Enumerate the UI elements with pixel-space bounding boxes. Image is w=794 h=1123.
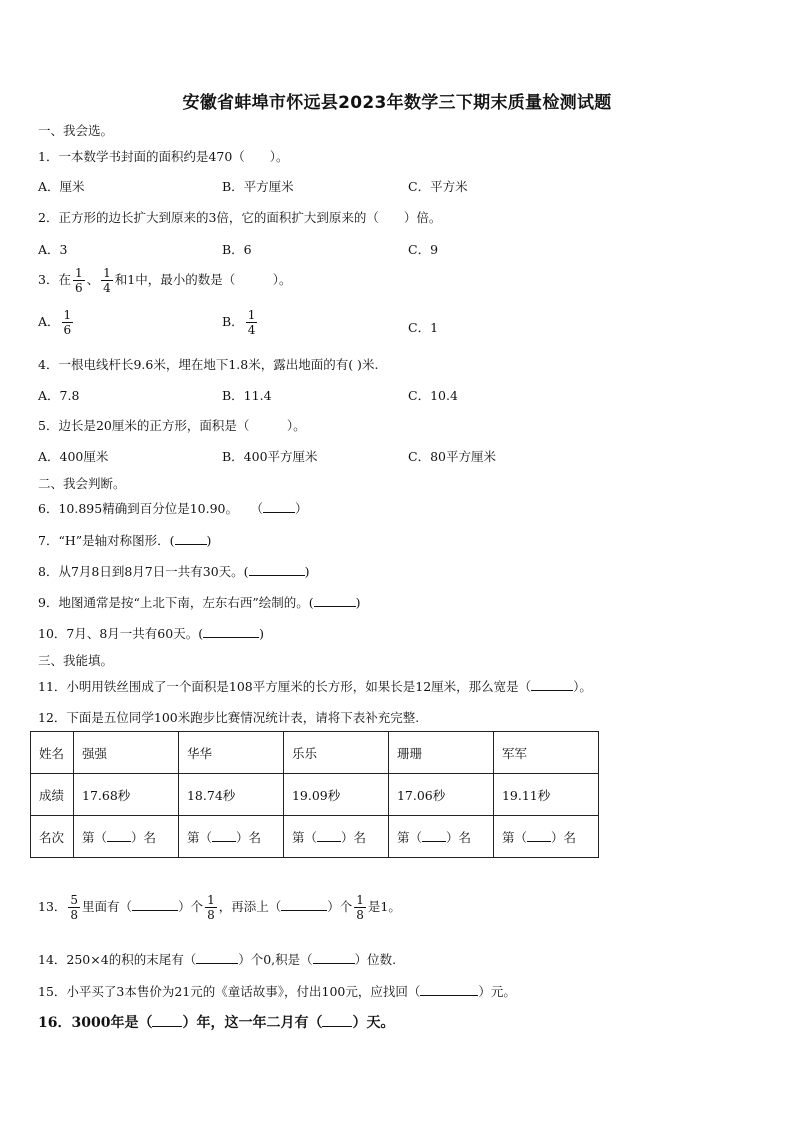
table-cell: 姓名 xyxy=(31,732,74,774)
fraction: $\frac{1}{6}$ xyxy=(74,266,83,295)
q4-option-b: B．11.4 xyxy=(222,388,272,403)
rank-cell: 第（ ）名 xyxy=(178,816,283,858)
q2-option-c: C．9 xyxy=(408,242,439,257)
table-row xyxy=(31,816,599,858)
answer-blank[interactable] xyxy=(314,594,356,607)
answer-blank[interactable] xyxy=(281,898,327,911)
question-13: 13． $\frac{5}{8}$ 里面有（ ）个 $\frac{1}{8}$ ，再添上（ ）个 $\frac{1}{8}$ 是1。 xyxy=(38,893,401,922)
q5-option-c: C．80平方厘米 xyxy=(408,449,496,464)
fraction: $\frac{1}{8}$ xyxy=(207,893,215,922)
question-1: 1．一本数学书封面的面积约是470（ ）。 xyxy=(38,149,289,164)
table-cell: 19.09秒 xyxy=(283,774,388,816)
table-cell: 军军 xyxy=(493,732,598,774)
table-row xyxy=(31,732,599,774)
page-title: 安徽省蚌埠市怀远县2023年数学三下期末质量检测试题 xyxy=(182,93,612,113)
question-5: 5．边长是20厘米的正方形，面积是（ ）。 xyxy=(38,418,306,433)
table-cell: 19.11秒 xyxy=(493,774,598,816)
question-9: 9．地图通常是按“上北下南，左东右西”绘制的。( ) xyxy=(38,595,361,610)
q2-option-a: A．3 xyxy=(38,242,68,257)
answer-blank[interactable] xyxy=(527,829,551,842)
q1-option-b: B．平方厘米 xyxy=(222,179,294,194)
question-4: 4．一根电线杆长9.6米，埋在地下1.8米，露出地面的有( )米. xyxy=(38,357,379,372)
answer-blank[interactable] xyxy=(175,532,207,545)
answer-blank[interactable] xyxy=(420,983,478,996)
answer-blank[interactable] xyxy=(152,1014,182,1027)
answer-blank[interactable] xyxy=(196,951,238,964)
table-cell: 乐乐 xyxy=(283,732,388,774)
table-cell: 18.74秒 xyxy=(178,774,283,816)
q5-option-b: B．400平方厘米 xyxy=(222,449,318,464)
section-heading-1: 一、我会选。 xyxy=(38,123,114,138)
rank-cell: 第（ ）名 xyxy=(388,816,493,858)
rank-cell: 第（ ）名 xyxy=(283,816,388,858)
question-11: 11．小明用铁丝围成了一个面积是108平方厘米的长方形，如果长是12厘米，那么宽是（ ）。 xyxy=(38,679,592,694)
rank-cell: 第（ ）名 xyxy=(74,816,179,858)
answer-blank[interactable] xyxy=(313,951,355,964)
answer-blank[interactable] xyxy=(322,1014,352,1027)
rank-cell: 第（ ）名 xyxy=(493,816,598,858)
answer-blank[interactable] xyxy=(422,829,446,842)
question-8: 8．从7月8日到8月7日一共有30天。( ) xyxy=(38,564,310,579)
question-14: 14．250×4的积的末尾有（ ）个0,积是（ ）位数. xyxy=(38,952,397,967)
question-6: 6．10.895精确到百分位是10.90。 （ ） xyxy=(38,501,308,516)
answer-blank[interactable] xyxy=(263,500,295,513)
q5-option-a: A．400厘米 xyxy=(38,449,109,464)
fraction: $\frac{1}{6}$ xyxy=(63,308,72,337)
fraction: $\frac{1}{4}$ xyxy=(103,266,111,295)
q3-option-a: A． $\frac{1}{6}$ xyxy=(38,308,72,337)
q1-option-c: C．平方米 xyxy=(408,179,468,194)
table-cell: 华华 xyxy=(178,732,283,774)
table-cell: 17.06秒 xyxy=(388,774,493,816)
answer-blank[interactable] xyxy=(212,829,236,842)
q3-text-pre: 3．在 xyxy=(38,272,71,287)
q3-option-c: C．1 xyxy=(408,320,439,335)
race-results-table xyxy=(30,731,599,858)
fraction: $\frac{1}{8}$ xyxy=(356,893,364,922)
question-7: 7．“H”是轴对称图形．( ) xyxy=(38,533,212,548)
fraction: $\frac{5}{8}$ xyxy=(70,893,79,922)
answer-blank[interactable] xyxy=(132,898,178,911)
question-10: 10．7月、8月一共有60天。( ) xyxy=(38,626,264,641)
question-15: 15．小平买了3本售价为21元的《童话故事》，付出100元，应找回（ ）元。 xyxy=(38,984,516,999)
fraction: $\frac{1}{4}$ xyxy=(247,308,256,337)
question-3 xyxy=(38,266,291,295)
table-cell: 成绩 xyxy=(31,774,74,816)
table-cell: 强强 xyxy=(74,732,179,774)
section-heading-3: 三、我能填。 xyxy=(38,653,114,668)
q2-option-b: B．6 xyxy=(222,242,252,257)
table-cell: 名次 xyxy=(31,816,74,858)
answer-blank[interactable] xyxy=(531,678,573,691)
answer-blank[interactable] xyxy=(249,563,305,576)
table-row xyxy=(31,774,599,816)
q4-option-a: A．7.8 xyxy=(38,388,80,403)
question-2: 2．正方形的边长扩大到原来的3倍，它的面积扩大到原来的（ ）倍。 xyxy=(38,210,442,225)
answer-blank[interactable] xyxy=(203,625,259,638)
answer-blank[interactable] xyxy=(107,829,131,842)
table-cell: 17.68秒 xyxy=(74,774,179,816)
q3-separator: 、 xyxy=(86,272,100,287)
q3-option-b: B． $\frac{1}{4}$ xyxy=(222,308,256,337)
q3-text-post: 和1中，最小的数是（ ）。 xyxy=(114,272,292,287)
answer-blank[interactable] xyxy=(317,829,341,842)
section-heading-2: 二、我会判断。 xyxy=(38,476,126,491)
q4-option-c: C．10.4 xyxy=(408,388,458,403)
table-cell: 珊珊 xyxy=(388,732,493,774)
q1-option-a: A．厘米 xyxy=(38,179,85,194)
question-12: 12．下面是五位同学100米跑步比赛情况统计表，请将下表补充完整. xyxy=(38,710,420,725)
question-16: 16．3000年是（ ）年，这一年二月有（ ）天。 xyxy=(38,1015,395,1031)
